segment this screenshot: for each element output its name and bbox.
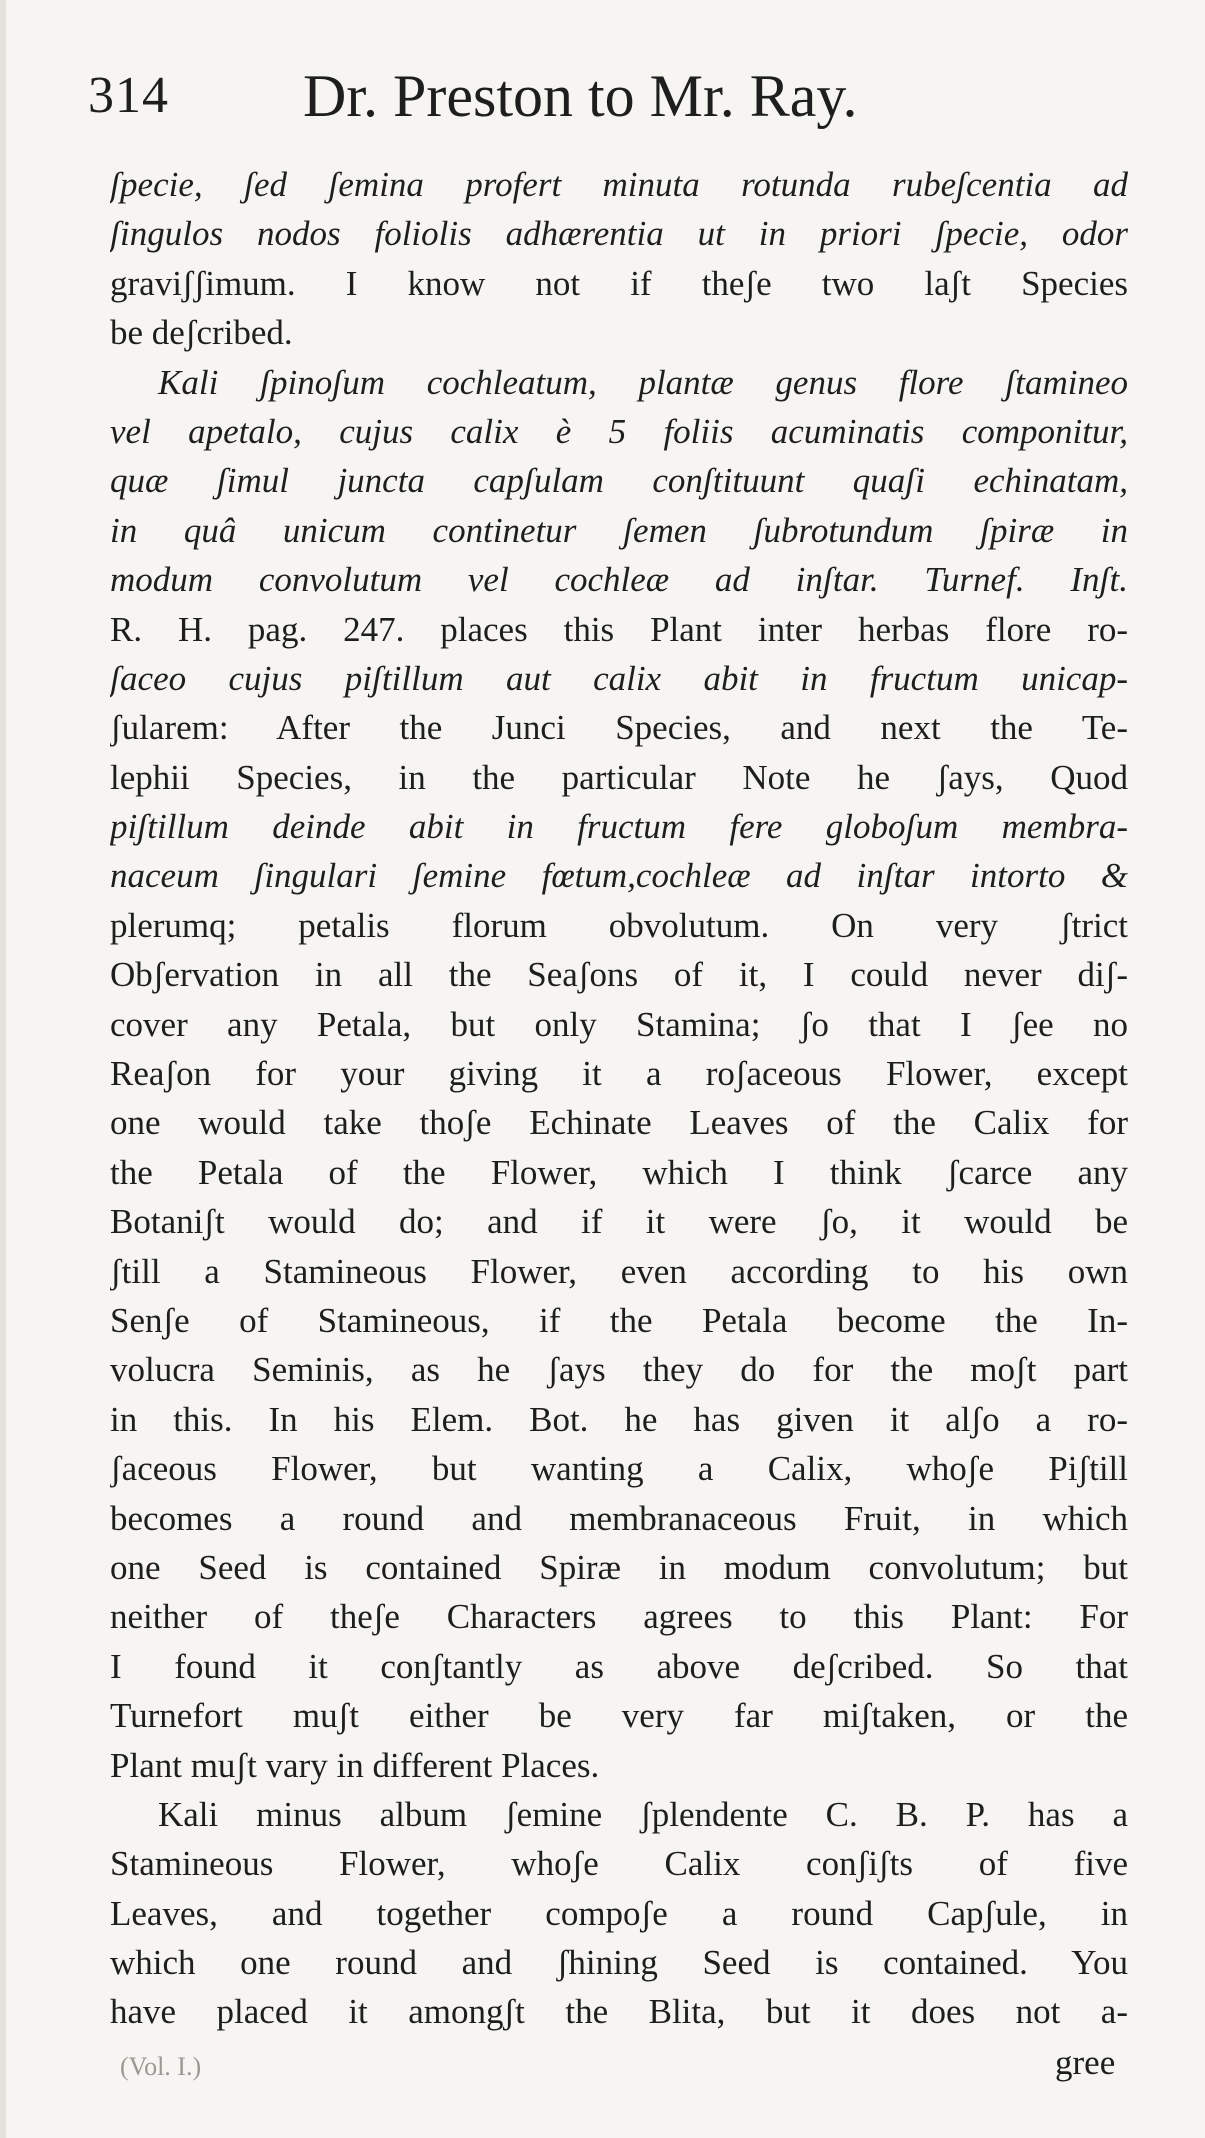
text-line: R. H. pag. 247. places this Plant inter herbas flore ro-: [110, 609, 1128, 649]
running-head: Dr. Preston to Mr. Ray.: [303, 63, 858, 129]
text-line: Obʃervation in all the Seaʃons of it, I could never diʃ-: [110, 955, 1128, 995]
text-line: one would take thoʃe Echinate Leaves of the Calix for: [110, 1103, 1128, 1143]
body-text: [110, 160, 1128, 2037]
paragraph-start-line: Kali minus album ʃemine ʃplendente C. B. P. has a: [158, 1794, 1128, 1834]
text-line: ʃularem: After the Junci Species, and next the Te-: [110, 708, 1128, 748]
signature-mark: (Vol. I.): [120, 2052, 202, 2081]
text-line: Reaʃon for your giving it a roʃaceous Flower, except: [110, 1054, 1128, 1094]
text-line: plerumq; petalis florum obvolutum. On very ʃtrict: [110, 905, 1128, 945]
text-line: quæ ʃimul juncta capʃulam conʃtituunt quaʃi echinatam,: [110, 461, 1128, 501]
text-line: graviʃʃimum. I know not if theʃe two laʃt Species: [110, 263, 1128, 303]
page-header: [88, 62, 1128, 142]
text-line: modum convolutum vel cochleæ ad inʃtar. Turnef. Inʃt.: [110, 560, 1128, 600]
text-line: be deʃcribed.: [110, 313, 293, 353]
text-line: have placed it amongʃt the Blita, but it does not a-: [110, 1992, 1128, 2032]
catchword: gree: [1055, 2043, 1116, 2082]
text-line: neither of theʃe Characters agrees to this Plant: For: [110, 1597, 1128, 1637]
page-number: 314: [88, 67, 169, 124]
text-line: in this. In his Elem. Bot. he has given it alʃo a ro-: [110, 1399, 1128, 1439]
text-line: piʃtillum deinde abit in fructum fere globoʃum membra-: [110, 807, 1128, 847]
text-line: Plant muʃt vary in different Places.: [110, 1745, 600, 1785]
text-line: ʃaceous Flower, but wanting a Calix, whoʃe Piʃtill: [110, 1449, 1128, 1489]
paragraph-start-line: Kali ʃpinoʃum cochleatum, plantæ genus flore ʃtamineo: [158, 362, 1128, 402]
text-line: one Seed is contained Spiræ in modum convolutum; but: [110, 1547, 1128, 1587]
text-line: Leaves, and together compoʃe a round Capʃule, in: [110, 1893, 1128, 1933]
text-line: ʃaceo cujus piʃtillum aut calix abit in fructum unicap-: [110, 658, 1128, 698]
text-line: Senʃe of Stamineous, if the Petala become the In-: [110, 1300, 1128, 1340]
text-line: which one round and ʃhining Seed is contained. You: [110, 1943, 1128, 1983]
text-line: Turnefort muʃt either be very far miʃtaken, or the: [110, 1696, 1128, 1736]
text-line: naceum ʃingulari ʃemine fœtum,cochleæ ad inʃtar intorto &: [110, 856, 1128, 896]
text-line: I found it conʃtantly as above deʃcribed. So that: [110, 1646, 1128, 1686]
text-line: ʃpecie, ʃed ʃemina profert minuta rotunda rubeʃcentia ad: [110, 165, 1128, 204]
text-line: the Petala of the Flower, which I think ʃcarce any: [110, 1152, 1128, 1192]
text-line: cover any Petala, but only Stamina; ʃo that I ʃee no: [110, 1004, 1128, 1044]
text-line: vel apetalo, cujus calix è 5 foliis acuminatis componitur,: [110, 411, 1128, 451]
page-edge-shadow: [0, 0, 6, 2138]
text-line: ʃtill a Stamineous Flower, even according to his own: [110, 1251, 1128, 1291]
text-line: lephii Species, in the particular Note he ʃays, Quod: [110, 757, 1128, 797]
text-line: in quâ unicum continetur ʃemen ʃubrotundum ʃpiræ in: [110, 510, 1128, 550]
text-line: becomes a round and membranaceous Fruit, in which: [110, 1498, 1128, 1538]
text-line: Stamineous Flower, whoʃe Calix conʃiʃts of five: [110, 1844, 1128, 1884]
text-line: volucra Seminis, as he ʃays they do for the moʃt part: [110, 1350, 1128, 1390]
text-line: ʃingulos nodos foliolis adhærentia ut in priori ʃpecie, odor: [110, 214, 1128, 254]
text-line: Botaniʃt would do; and if it were ʃo, it would be: [110, 1202, 1128, 1242]
